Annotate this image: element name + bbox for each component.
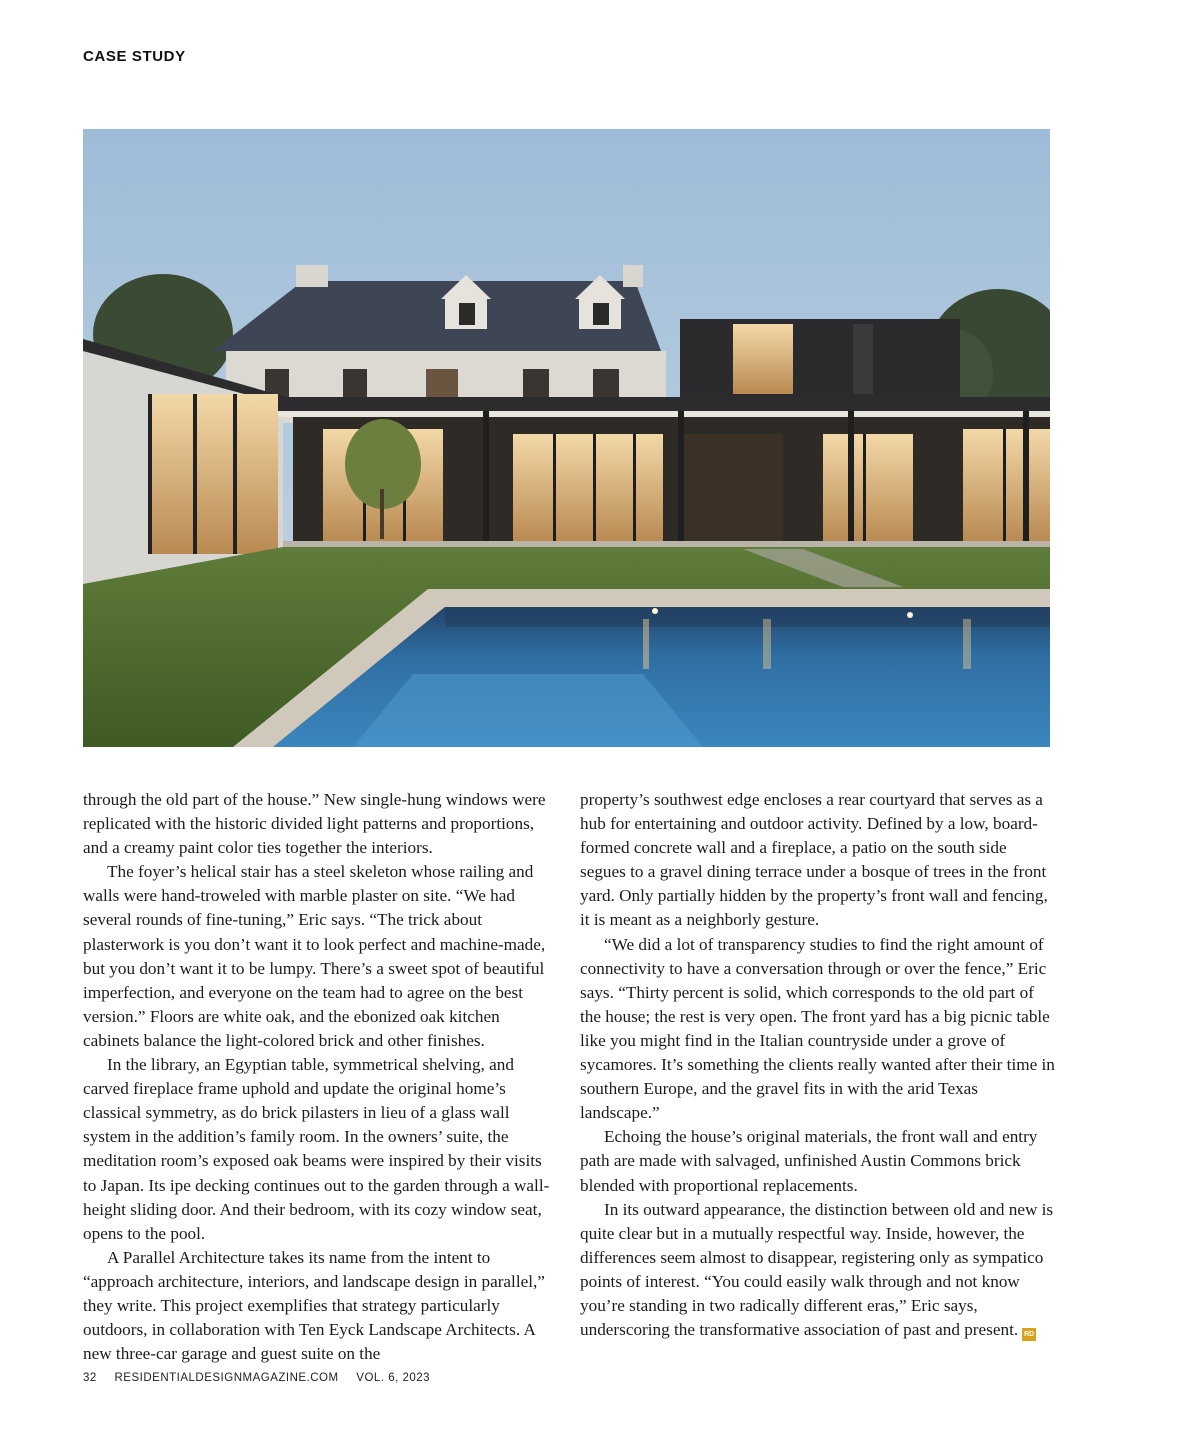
body-paragraph: property’s southwest edge encloses a rear courtyard that serves as a hub for entertaining and outdoor activity. Defined by a low, board-formed concrete wall and a fireplace, a patio on the south side segues to a gravel dining terrace under a bosque of trees in the front yard. Only partially hidden by the property’s front wall and fencing, it is meant as a neighborly gesture. <box>580 790 1048 930</box>
body-paragraph: Echoing the house’s original materials, the front wall and entry path are made with salvaged, unfinished Austin Commons brick blended with proportional replacements. <box>580 1127 1038 1195</box>
end-mark-icon: RD <box>1022 1328 1036 1341</box>
body-paragraph: through the old part of the house.” New single-hung windows were replicated with the historic divided light patterns and proportions, and a creamy paint color ties together the interiors. <box>83 790 546 858</box>
section-label: CASE STUDY <box>83 48 186 65</box>
final-paragraph-text: In its outward appearance, the distinction between old and new is quite clear but in a mutually respectful way. Inside, however, the differences seem almost to disappear, registering only as sympatico points of interest. “You could easily walk through and not know you’re standing in two radically different eras,” Eric says, underscoring the transformative association of past and present. <box>580 1199 1054 1340</box>
page-number: 32 <box>83 1372 97 1384</box>
footer-volume: VOL. 6, 2023 <box>356 1372 431 1384</box>
body-paragraph-final <box>580 1198 1055 1343</box>
house-pool-illustration <box>83 129 1050 747</box>
page-footer <box>83 1372 444 1384</box>
right-text-column <box>580 788 1055 1342</box>
body-paragraph: The foyer’s helical stair has a steel skeleton whose railing and walls were hand-troweled with marble plaster on site. “We had several rounds of fine-tuning,” Eric says. “The trick about plasterwork is you don’t want it to look perfect and machine-made, but you don’t want it to be lumpy. There’s a sweet spot of beautiful imperfection, and everyone on the team had to agree on the best version.” Floors are white oak, and the ebonized oak kitchen cabinets balance the light-colored brick and other finishes. <box>83 862 546 1050</box>
house-photo <box>83 129 1050 747</box>
body-paragraph: A Parallel Architecture takes its name from the intent to “approach architecture, interiors, and landscape design in parallel,” they write. This project exemplifies that strategy particularly outdoors, in collaboration with Ten Eyck Landscape Architects. A new three-car garage and guest suite on the <box>83 1247 545 1364</box>
body-paragraph: “We did a lot of transparency studies to find the right amount of connectivity to have a conversation through or over the fence,” Eric says. “Thirty percent is solid, which corresponds to the old part of the house; the rest is very open. The front yard has a big picnic table like you might find in the Italian countryside under a grove of sycamores. It’s something the clients really wanted after their time in southern Europe, and the gravel fits in with the arid Texas landscape.” <box>580 934 1055 1123</box>
left-text-column <box>83 788 558 1366</box>
body-paragraph: In the library, an Egyptian table, symmetrical shelving, and carved fireplace frame uphold and update the original home’s classical symmetry, as do brick pilasters in lieu of a glass wall system in the addition’s family room. In the owners’ suite, the meditation room’s exposed oak beams were inspired by their visits to Japan. Its ipe decking continues out to the garden through a wall-height sliding door. And their bedroom, with its cozy window seat, opens to the pool. <box>83 1055 550 1243</box>
footer-website: RESIDENTIALDESIGNMAGAZINE.COM <box>114 1372 339 1384</box>
